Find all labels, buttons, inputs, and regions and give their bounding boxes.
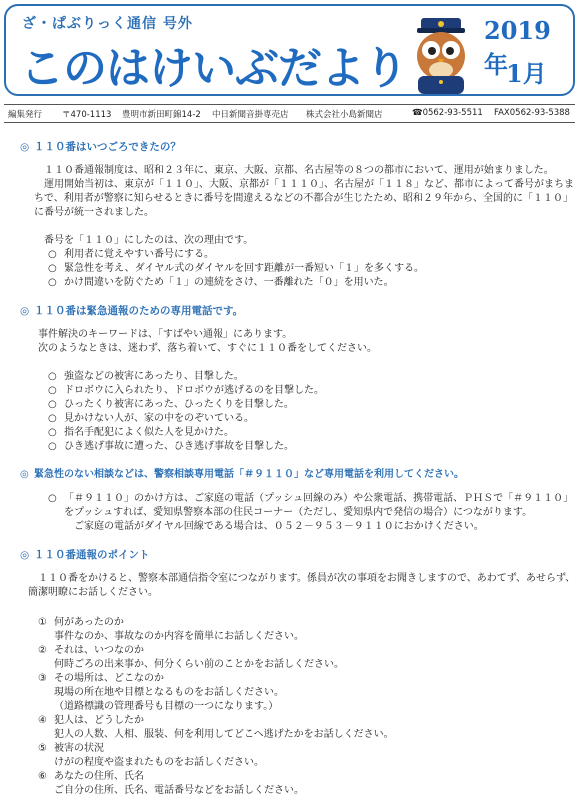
item-detail: 犯人の人数、人相、服装、何を利用してどこへ逃げたかをお話しください。 — [54, 729, 394, 740]
publisher-bar — [4, 104, 575, 123]
issue-year: 2019年 — [484, 16, 551, 79]
paragraph: 事件解決のキーワードは、「すばやい通報」にあります。 — [38, 329, 293, 340]
paragraph: １１０番通報制度は、昭和２３年に、東京、大阪、京都、名古屋等の８つの都市において、運用が始まりました。 — [44, 165, 554, 176]
newsletter-header — [4, 4, 575, 96]
publisher-tel: ☎0562-93-5511 — [412, 108, 483, 118]
publisher-postal: 〒470-1113 — [62, 110, 112, 120]
numbered-item: ⑥ あなたの住所、氏名 — [38, 771, 144, 782]
newsletter-subtitle: ざ・ぱぶりっく通信 号外 — [22, 16, 193, 32]
paragraph: 次のようなときは、迷わず、落ち着いて、すぐに１１０番をしてください。 — [38, 343, 377, 354]
list-item: ○ 利用者に覚えやすい番号にする。 — [48, 249, 214, 260]
publisher-label: 編集発行 — [8, 110, 43, 120]
newsletter-title: このはけいぶだより — [20, 43, 407, 94]
numbered-item: ⑤ 被害の状況 — [38, 743, 104, 754]
numbered-item: ④ 犯人は、どうしたか — [38, 715, 144, 726]
section-heading-4: ◎ １１０番通報のポイント — [20, 549, 150, 561]
section-heading-2: ◎ １１０番は緊急通報のための専用電話です。 — [20, 305, 244, 317]
paragraph: 簡潔明瞭にお話しください。 — [28, 587, 158, 598]
item-detail: （道路標識の管理番号も目標の一つになります。） — [54, 701, 279, 712]
paragraph: をプッシュすれば、愛知県警察本部の住民コーナー（ただし、愛知県内で発信の場合）につながります。 — [64, 507, 533, 518]
list-item: ○ かけ間違いを防ぐため「１」の連続をさけ、一番離れた「０」を用いた。 — [48, 277, 394, 288]
list-item: ○ ひったくり被害にあった、ひったくりを目撃した。 — [48, 399, 294, 410]
list-item: ○ ひき逃げ事故に遭った、ひき逃げ事故を目撃した。 — [48, 441, 294, 452]
item-detail: 現場の所在地や目標となるものをお話しください。 — [54, 687, 284, 698]
paragraph: ご家庭の電話がダイヤル回線である場合は、０５２－９５３－９１１０におかけください。 — [74, 521, 484, 532]
list-item: ○ 緊急性を考え、ダイヤル式のダイヤルを回す距離が一番短い「１」を多くする。 — [48, 263, 424, 274]
list-item: ○ 指名手配犯によく似た人を見かけた。 — [48, 427, 234, 438]
paragraph: 運用開始当初は、東京が「１１０」、大阪、京都が「１１１０」、名古屋が「１１８」など、都市によって番号がまちま — [44, 179, 574, 190]
section-heading-1: ◎ １１０番はいつごろできたの？ — [20, 141, 181, 153]
item-detail: 事件なのか、事故なのか内容を簡単にお話しください。 — [54, 631, 304, 642]
list-item: ○ 見かけない人が、家の中をのぞいている。 — [48, 413, 254, 424]
heading-mark: ◎ — [20, 141, 30, 153]
numbered-item: ① 何があったのか — [38, 617, 124, 628]
list-item: ○ 強盗などの被害にあったり、目撃した。 — [48, 371, 244, 382]
issue-month: 1月 — [506, 59, 547, 88]
numbered-item: ② それは、いつなのか — [38, 645, 144, 656]
item-detail: 何時ごろの出来事か、何分くらい前のことかをお話しください。 — [54, 659, 344, 670]
list-item: ○ 「＃９１１０」のかけ方は、ご家庭の電話（プッシュ回線のみ）や公衆電話、携帯電話、ＰＨＳで「＃９１１０」 — [48, 493, 574, 504]
publisher-address: 豊明市新田町錦14-2 — [122, 110, 201, 120]
paragraph: ちで、利用者が警察に知らせるときに番号を間違えるなどの不都合が生じたため、昭和２９年から、全国的に「１１０」 — [34, 193, 573, 204]
publisher-shop: 中日新聞音掛専売店 — [212, 110, 289, 120]
owl-police-mascot — [406, 14, 476, 94]
publisher-company: 株式会社小島新聞店 — [306, 110, 383, 120]
item-detail: けがの程度や盗まれたものをお話しください。 — [54, 757, 264, 768]
paragraph: １１０番をかけると、警察本部通信指令室につながります。係員が次の事項をお聞きしますので、あわてず、あせらず、 — [38, 573, 576, 584]
publisher-fax: FAX0562-93-5388 — [494, 108, 570, 118]
numbered-item: ③ その場所は、どこなのか — [38, 673, 164, 684]
paragraph: に番号が統一されました。 — [34, 207, 154, 218]
paragraph: 番号を「１１０」にしたのは、次の理由です。 — [44, 235, 254, 246]
item-detail: ご自分の住所、氏名、電話番号などをお話しください。 — [54, 785, 304, 796]
section-heading-3: ◎ 緊急性のない相談などは、警察相談専用電話「＃９１１０」など専用電話を利用してください。 — [20, 469, 464, 480]
list-item: ○ ドロボウに入られたり、ドロボウが逃げるのを目撃した。 — [48, 385, 324, 396]
